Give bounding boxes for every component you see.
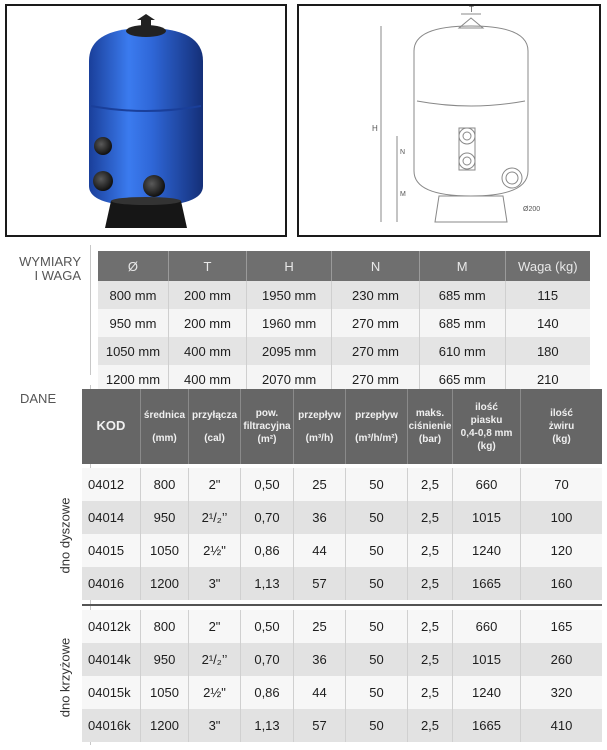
header-pow-filtracyjna [240,389,293,464]
header-text: przepływ [298,409,341,421]
table-cell: 44 [293,534,345,567]
table-cell: 1240 [452,534,520,567]
dims-header-n: N [332,251,420,281]
table-row [82,501,602,534]
drawing-label-t: T [469,6,474,14]
header-text: przepływ [355,409,398,421]
table-cell: 0,70 [240,643,293,676]
row-kod: 04014 [88,510,125,525]
table-cell: 0,50 [240,468,293,501]
table-cell: 410 [520,709,602,742]
table-cell: 50 [345,676,407,709]
header-cisnienie [407,389,452,464]
header-text: (cal) [204,432,225,444]
header-text: ilość [550,408,573,419]
table-cell: 2,5 [407,676,452,709]
table-cell: 950 [140,501,188,534]
dims-header-diameter: Ø [98,251,168,281]
header-text: (m²) [257,434,277,445]
dims-cell: 610 mm [419,337,505,365]
header-text: (kg) [552,434,571,445]
header-srednica [140,389,188,464]
table-cell: 165 [520,610,602,643]
row-kod: 04012k [88,619,131,634]
table-cell: 50 [345,709,407,742]
dims-header-t: T [168,251,246,281]
table-cell: 1665 [452,567,520,600]
row-kod: 04015 [88,543,125,558]
row-kod: 04012 [88,477,125,492]
table-cell: 1,13 [240,709,293,742]
group-label-dno-dyszowe: dno dyszowe [57,497,73,574]
dims-cell: 270 mm [332,309,420,337]
table-cell: 70 [520,468,602,501]
dims-cell: 270 mm [332,337,420,365]
table-cell: 1240 [452,676,520,709]
table-cell: 2,5 [407,567,452,600]
table-cell: 1200 [140,567,188,600]
dims-cell: 2070 mm [247,365,332,393]
dims-cell: 800 mm [98,281,168,309]
table-cell: 36 [293,501,345,534]
data-section-label: DANE [20,391,57,406]
table-cell: 320 [520,676,602,709]
dims-cell: 400 mm [168,365,246,393]
header-text: pow. [255,408,279,419]
table-cell: 800 [140,468,188,501]
header-ilosc-zwiru [520,389,602,464]
table-cell: 2,5 [407,643,452,676]
dims-row [98,337,590,365]
table-cell: 800 [140,610,188,643]
table-cell: 0,70 [240,501,293,534]
header-przeplyw-m2 [345,389,407,464]
dims-cell: 140 [505,309,590,337]
dims-cell: 685 mm [419,281,505,309]
header-text: 0,4-0,8 mm [460,427,513,439]
table-cell: 1015 [452,501,520,534]
header-text: maks. [415,408,445,419]
dims-cell: 230 mm [332,281,420,309]
header-text: (m³/h) [305,432,334,444]
table-cell: 57 [293,567,345,600]
table-cell: 160 [520,567,602,600]
section-divider [90,245,91,375]
header-text: ilość [475,401,498,413]
table-cell: 2¹/₂’’ [188,501,240,534]
technical-drawing [297,4,601,237]
table-cell: 2,5 [407,534,452,567]
table-cell: 0,50 [240,610,293,643]
dims-cell: 1960 mm [247,309,332,337]
group-label-dno-krzyzowe: dno krzyżowe [57,637,73,718]
table-cell: 2,5 [407,501,452,534]
table-cell: 2,5 [407,709,452,742]
table-cell: 950 [140,643,188,676]
table-row [82,468,602,501]
table-cell: 2¹/₂’’ [188,643,240,676]
table-cell: 2,5 [407,610,452,643]
table-cell: 57 [293,709,345,742]
dims-cell: 950 mm [98,309,168,337]
header-text: żwiru [548,421,575,432]
dims-cell: 685 mm [419,309,505,337]
dims-section-label [8,255,81,283]
dims-label-line-2: I WAGA [34,268,81,283]
table-cell: 660 [452,610,520,643]
table-row [82,534,602,567]
row-kod: 04015k [88,685,131,700]
dims-cell: 200 mm [168,281,246,309]
dims-header-weight: Waga (kg) [505,251,590,281]
row-kod: 04016 [88,576,125,591]
header-text: przyłącza [191,409,238,421]
header-text: piasku [470,414,503,426]
table-cell: 1050 [140,534,188,567]
table-row [82,709,602,742]
dims-cell: 200 mm [168,309,246,337]
dims-cell: 665 mm [419,365,505,393]
dims-header-h: H [247,251,332,281]
table-cell: 260 [520,643,602,676]
table-row [82,676,602,709]
dims-cell: 1200 mm [98,365,168,393]
header-ilosc-piasku [452,389,520,464]
header-kod-text: KOD [96,418,126,433]
table-cell: 1050 [140,676,188,709]
dims-cell: 1050 mm [98,337,168,365]
table-cell: 3" [188,709,240,742]
dims-cell: 400 mm [168,337,246,365]
dims-row [98,309,590,337]
table-cell: 36 [293,643,345,676]
header-przylacza [188,389,240,464]
table-cell: 25 [293,468,345,501]
dims-cell: 2095 mm [247,337,332,365]
dims-cell: 1950 mm [247,281,332,309]
table-cell: 2½" [188,534,240,567]
dims-cell: 115 [505,281,590,309]
table-cell: 2" [188,468,240,501]
filter-tank-drawing [299,6,599,235]
header-text: (kg) [477,440,496,452]
header-text: (mm) [152,432,177,444]
table-row [82,567,602,600]
table-cell: 0,86 [240,676,293,709]
table-cell: 0,86 [240,534,293,567]
drawing-label-m: M [400,191,406,198]
table-cell: 1200 [140,709,188,742]
table-cell: 50 [345,534,407,567]
table-cell: 25 [293,610,345,643]
dims-header-row [98,251,590,281]
dims-label-line-1: WYMIARY [19,254,81,269]
table-cell: 3" [188,567,240,600]
table-row [82,610,602,643]
dims-cell: 270 mm [332,365,420,393]
header-text: ciśnienie [408,421,452,432]
header-przeplyw [293,389,345,464]
header-text: średnica [143,409,186,421]
header-kod [82,389,140,464]
data-table-header [82,389,602,464]
table-cell: 50 [345,501,407,534]
header-text: filtracyjna [243,421,291,432]
row-kod: 04016k [88,718,131,733]
table-cell: 44 [293,676,345,709]
drawing-label-n: N [400,149,406,156]
table-cell: 2" [188,610,240,643]
drawing-label-diameter: Ø200 [523,206,541,213]
table-cell: 2½" [188,676,240,709]
table-cell: 660 [452,468,520,501]
dims-header-m: M [419,251,505,281]
table-cell: 120 [520,534,602,567]
blue-filter-tank-image [7,6,285,235]
header-text: (bar) [418,434,442,445]
group-divider [82,604,602,606]
table-cell: 1665 [452,709,520,742]
dims-row [98,281,590,309]
table-row [82,643,602,676]
dims-cell: 180 [505,337,590,365]
dimensions-table [98,251,590,393]
table-cell: 50 [345,610,407,643]
table-cell: 50 [345,643,407,676]
filter-tank-photo [5,4,287,237]
table-cell: 1,13 [240,567,293,600]
table-cell: 1015 [452,643,520,676]
drawing-label-h: H [372,124,378,133]
dims-cell: 210 [505,365,590,393]
table-cell: 100 [520,501,602,534]
table-cell: 50 [345,567,407,600]
row-kod: 04014k [88,652,131,667]
header-text: (m³/h/m²) [355,432,398,444]
table-cell: 2,5 [407,468,452,501]
table-cell: 50 [345,468,407,501]
